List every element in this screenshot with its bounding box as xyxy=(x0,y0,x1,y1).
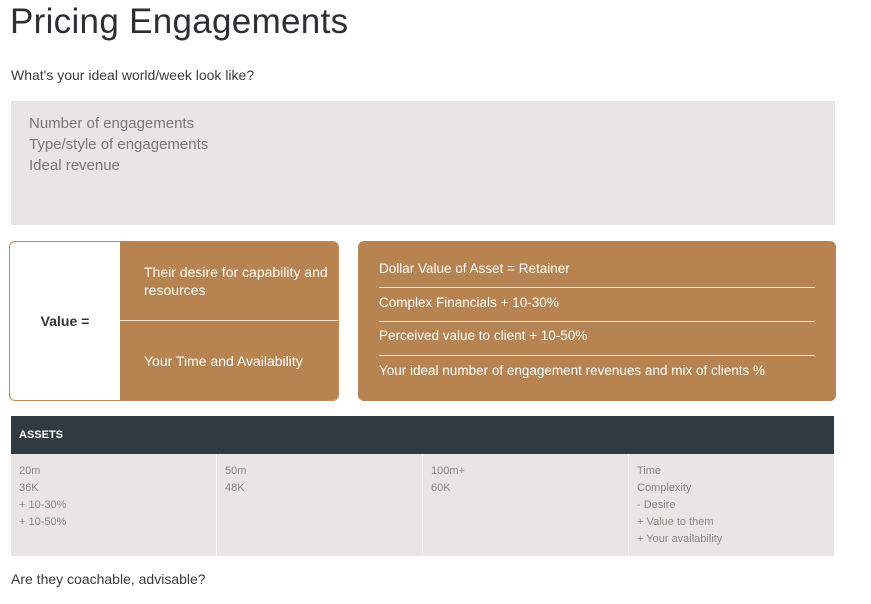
formula-row: Complex Financials + 10-30% xyxy=(379,295,559,310)
asset-cell-line: 60K xyxy=(431,482,451,494)
value-equation-box xyxy=(9,241,339,401)
formula-divider xyxy=(379,287,815,288)
ideal-week-question: What's your ideal world/week look like? xyxy=(11,67,255,83)
value-desire-cell: Their desire for capability and resources xyxy=(120,242,339,320)
formula-row: Perceived value to client + 10-50% xyxy=(379,328,588,343)
formula-row: Dollar Value of Asset = Retainer xyxy=(379,261,570,276)
asset-cell-line: + 10-30% xyxy=(19,499,67,511)
asset-cell-line: Time xyxy=(637,465,662,477)
assets-table-body xyxy=(11,454,834,556)
asset-cell-line: 36K xyxy=(19,482,39,494)
asset-cell-line: 50m xyxy=(225,465,247,477)
note-line: Number of engagements xyxy=(29,115,195,132)
asset-cell-line: + Your availability xyxy=(637,533,723,545)
page-title: Pricing Engagements xyxy=(10,2,349,41)
assets-column-20m xyxy=(11,454,216,556)
assets-column-factors xyxy=(628,454,834,556)
asset-cell-line: Complexity xyxy=(637,482,692,494)
value-time-cell: Your Time and Availability xyxy=(120,321,339,401)
assets-column-50m xyxy=(216,454,422,556)
asset-cell-line: - Desire xyxy=(637,499,676,511)
note-line: Ideal revenue xyxy=(29,157,120,174)
coachable-question: Are they coachable, advisable? xyxy=(11,571,206,587)
formula-divider xyxy=(379,321,815,322)
assets-table-header: ASSETS xyxy=(11,416,834,454)
asset-cell-line: 20m xyxy=(19,465,41,477)
note-line: Type/style of engagements xyxy=(29,136,209,153)
asset-cell-line: + Value to them xyxy=(637,516,714,528)
asset-cell-line: 48K xyxy=(225,482,245,494)
asset-cell-line: 100m+ xyxy=(431,465,465,477)
assets-column-100m xyxy=(422,454,628,556)
formula-divider xyxy=(379,355,815,356)
value-label: Value = xyxy=(40,313,90,329)
formula-row: Your ideal number of engagement revenues and mix of clients % xyxy=(379,363,765,378)
asset-cell-line: + 10-50% xyxy=(19,516,67,528)
pricing-formula-box xyxy=(358,241,836,401)
ideal-week-notes-box xyxy=(11,101,835,225)
